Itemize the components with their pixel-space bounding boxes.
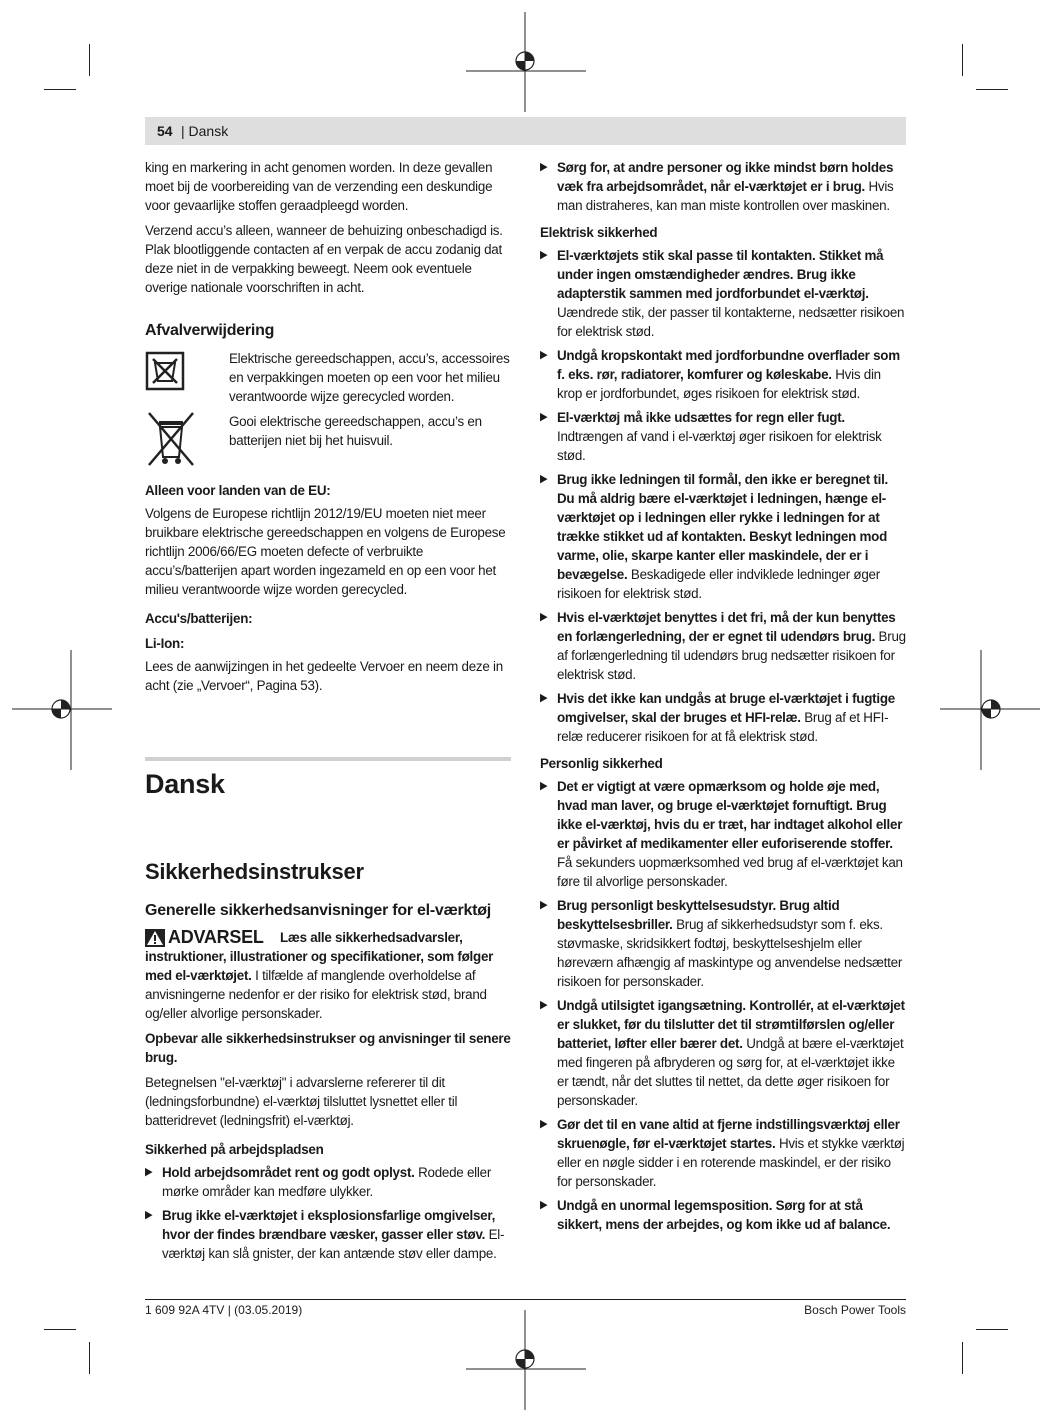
keep-instructions: Opbevar alle sikkerhedsinstrukser og anvisninger til senere brug. bbox=[145, 1031, 511, 1065]
list-item: ▶ Brug personligt beskyttelsesudstyr. Brug altid beskyttelsesbriller. Brug af sikkerhedsudstyr som f. eks. støvmaske, skridsikkert fodtøj, beskyttelseshjelm eller høreværn afhængig af maskintype og anvendelse nedsætter risikoen for personskader. bbox=[540, 896, 906, 991]
list-item: ▶ Undgå en unormal legemsposition. Sørg for at stå sikkert, mens der arbejdes, og kom ikke ud af balance. bbox=[540, 1196, 906, 1234]
eu-heading: Alleen voor landen van de EU: bbox=[145, 483, 331, 498]
warning-bold-text: Læs alle sikkerhedsadvarsler, instruktioner, illustrationer og specifikationer, som følger med el-værktøjet. bbox=[145, 930, 494, 983]
left-column bbox=[145, 158, 512, 1268]
list-item: ▶ Sørg for, at andre personer og ikke mindst børn holdes væk fra arbejdsområdet, når el-værktøjet er i brug. Hvis man distraheres, kan man miste kontrollen over maskinen. bbox=[540, 158, 906, 215]
term-text: Betegnelsen "el-værktøj" i advarslerne refererer til dit (ledningsforbundne) el-værktøj tilsluttet lysnettet eller til batteridrevet (ledningsfrit) el-værktøj. bbox=[145, 1075, 458, 1128]
footer-doc-id: 1 609 92A 4TV | (03.05.2019) bbox=[145, 1303, 303, 1317]
disposal-text-2: Gooi elektrische gereedschappen, accu’s en batterijen niet bij het huisvuil. bbox=[229, 414, 482, 448]
list-item: ▶ Brug ikke el-værktøjet i eksplosionsfarlige omgivelser, hvor der findes brændbare væsker, gasser eller støv. El-værktøj kan slå gnister, der kan antænde støv eller dampe. bbox=[145, 1206, 512, 1263]
intro-paragraph-2: Verzend accu’s alleen, wanneer de behuizing onbeschadigd is. Plak blootliggende contacten af en verpak de accu zodanig dat deze niet in de verpakking beweegt. Neem ook eventuele overige nationale voorschriften in acht. bbox=[145, 223, 503, 295]
list-item: ▶ Hold arbejdsområdet rent og godt oplyst. Rodede eller mørke områder kan medføre ulykker. bbox=[145, 1163, 512, 1201]
disposal-heading: Afvalverwijdering bbox=[145, 322, 275, 339]
list-item: ▶ El-værktøj må ikke udsættes for regn eller fugt. Indtrængen af vand i el-værktøj øger risikoen for elektrisk stød. bbox=[540, 408, 906, 465]
warning-triangle-icon bbox=[145, 929, 165, 947]
no-household-waste-icon bbox=[145, 351, 185, 391]
batteries-heading: Accu's/batterijen: bbox=[145, 611, 253, 626]
eu-text: Volgens de Europese richtlijn 2012/19/EU moeten niet meer bruikbare elektrische gereedschappen en volgens de Europese richtlijn 2006/66/EG moeten defecte of verbruikte accu’s/batterijen apart worden ingezameld en op een voor het milieu verantwoorde wijze worden gerecycled. bbox=[145, 506, 506, 597]
list-item: ▶ Undgå kropskontakt med jordforbundne overflader som f. eks. rør, radiatorer, komfurer og køleskabe. Hvis din krop er jordforbundet, øges risikoen for elektrisk stød. bbox=[540, 346, 906, 403]
header-language: | Dansk bbox=[181, 123, 229, 139]
page-header bbox=[145, 117, 906, 145]
list-item: ▶ Det er vigtigt at være opmærksom og holde øje med, hvad man laver, og bruge el-værktøjet fornuftigt. Brug ikke el-værktøj, hvis du er træt, har indtaget alkohol eller er påvirket af medikamenter eller euforiserende stoffer. Få sekunders uopmærksomhed ved brug af el-værktøjet kan føre til alvorlige personskader. bbox=[540, 777, 906, 891]
registration-mark-right bbox=[940, 650, 1040, 770]
liion-text: Lees de aanwijzingen in het gedeelte Vervoer en neem deze in acht (zie „Vervoer“, Pagina 53). bbox=[145, 659, 503, 693]
crossed-out-bin-icon bbox=[145, 409, 197, 469]
list-item: ▶ Hvis el-værktøjet benyttes i det fri, må der kun benyttes en forlængerledning, der er egnet til udendørs brug. Brug af forlængerledning til udendørs brug nedsætter risikoen for elektrisk stød. bbox=[540, 608, 906, 684]
list-item: ▶ Gør det til en vane altid at fjerne indstillingsværktøj eller skruenøgle, før el-værktøjet startes. Hvis et stykke værktøj eller en nøgle sidder i en roterende maskindel, er der risiko for personskader. bbox=[540, 1115, 906, 1191]
disposal-block bbox=[145, 349, 512, 469]
general-heading: Generelle sikkerhedsanvisninger for el-værktøj bbox=[145, 902, 491, 919]
liion-heading: Li-Ion: bbox=[145, 636, 185, 651]
registration-mark-top bbox=[466, 12, 586, 112]
footer-rule bbox=[145, 1299, 906, 1300]
warning-label: ADVARSEL bbox=[145, 928, 280, 947]
section-title: Dansk bbox=[145, 769, 225, 799]
right-column bbox=[540, 158, 906, 1239]
disposal-text-1: Elektrische gereedschappen, accu’s, accessoires en verpakkingen moeten op een voor het milieu verantwoorde wijze gerecycled worden. bbox=[229, 351, 510, 404]
warning-rest-text: I tilfælde af manglende overholdelse af anvisningerne nedenfor er der risiko for elektrisk stød, brand og/eller alvorlige personskader. bbox=[145, 968, 487, 1021]
list-item: ▶ Undgå utilsigtet igangsætning. Kontrollér, at el-værktøjet er slukket, før du tilslutter det til strømtilførslen og/eller batteriet, løfter eller bærer det. Undgå at bære el-værktøjet med fingeren på afbryderen og sørg for, at el-værktøjet ikke er tændt, når det sluttes til nettet, da dette øger risikoen for personskader. bbox=[540, 996, 906, 1110]
section-rule bbox=[145, 757, 511, 761]
page-number: 54 bbox=[157, 123, 173, 139]
list-item: ▶ El-værktøjets stik skal passe til kontakten. Stikket må under ingen omstændigheder ændres. Brug ikke adapterstik sammen med jordforbundet el-værktøj. Uændrede stik, der passer til kontakterne, nedsætter risikoen for elektrisk stød. bbox=[540, 246, 906, 341]
registration-mark-left bbox=[12, 650, 112, 770]
registration-mark-bottom bbox=[466, 1310, 586, 1410]
footer-brand: Bosch Power Tools bbox=[804, 1303, 906, 1317]
workplace-heading: Sikkerhed på arbejdspladsen bbox=[145, 1142, 324, 1157]
warning-block bbox=[145, 928, 512, 1023]
intro-paragraph-1: king en markering in acht genomen worden. In deze gevallen moet bij de voorbereiding van de verzending een deskundige voor gevaarlijke stoffen geraadpleegd worden. bbox=[145, 160, 493, 213]
safety-title: Sikkerhedsinstrukser bbox=[145, 859, 364, 884]
list-item: ▶ Brug ikke ledningen til formål, den ikke er beregnet til. Du må aldrig bære el-værktøjet i ledningen, hænge el-værktøjet op i ledningen eller rykke i ledningen for at trække stikket ud af kontakten. Beskyt ledningen mod varme, olie, skarpe kanter eller maskindele, der er i bevægelse. Beskadigede eller indviklede ledninger øger risikoen for elektrisk stød. bbox=[540, 470, 906, 603]
list-item: ▶ Hvis det ikke kan undgås at bruge el-værktøjet i fugtige omgivelser, skal der bruges et HFI-relæ. Brug af et HFI-relæ reducerer risikoen for at få elektrisk stød. bbox=[540, 689, 906, 746]
electrical-heading: Elektrisk sikkerhed bbox=[540, 225, 658, 240]
personal-heading: Personlig sikkerhed bbox=[540, 756, 663, 771]
